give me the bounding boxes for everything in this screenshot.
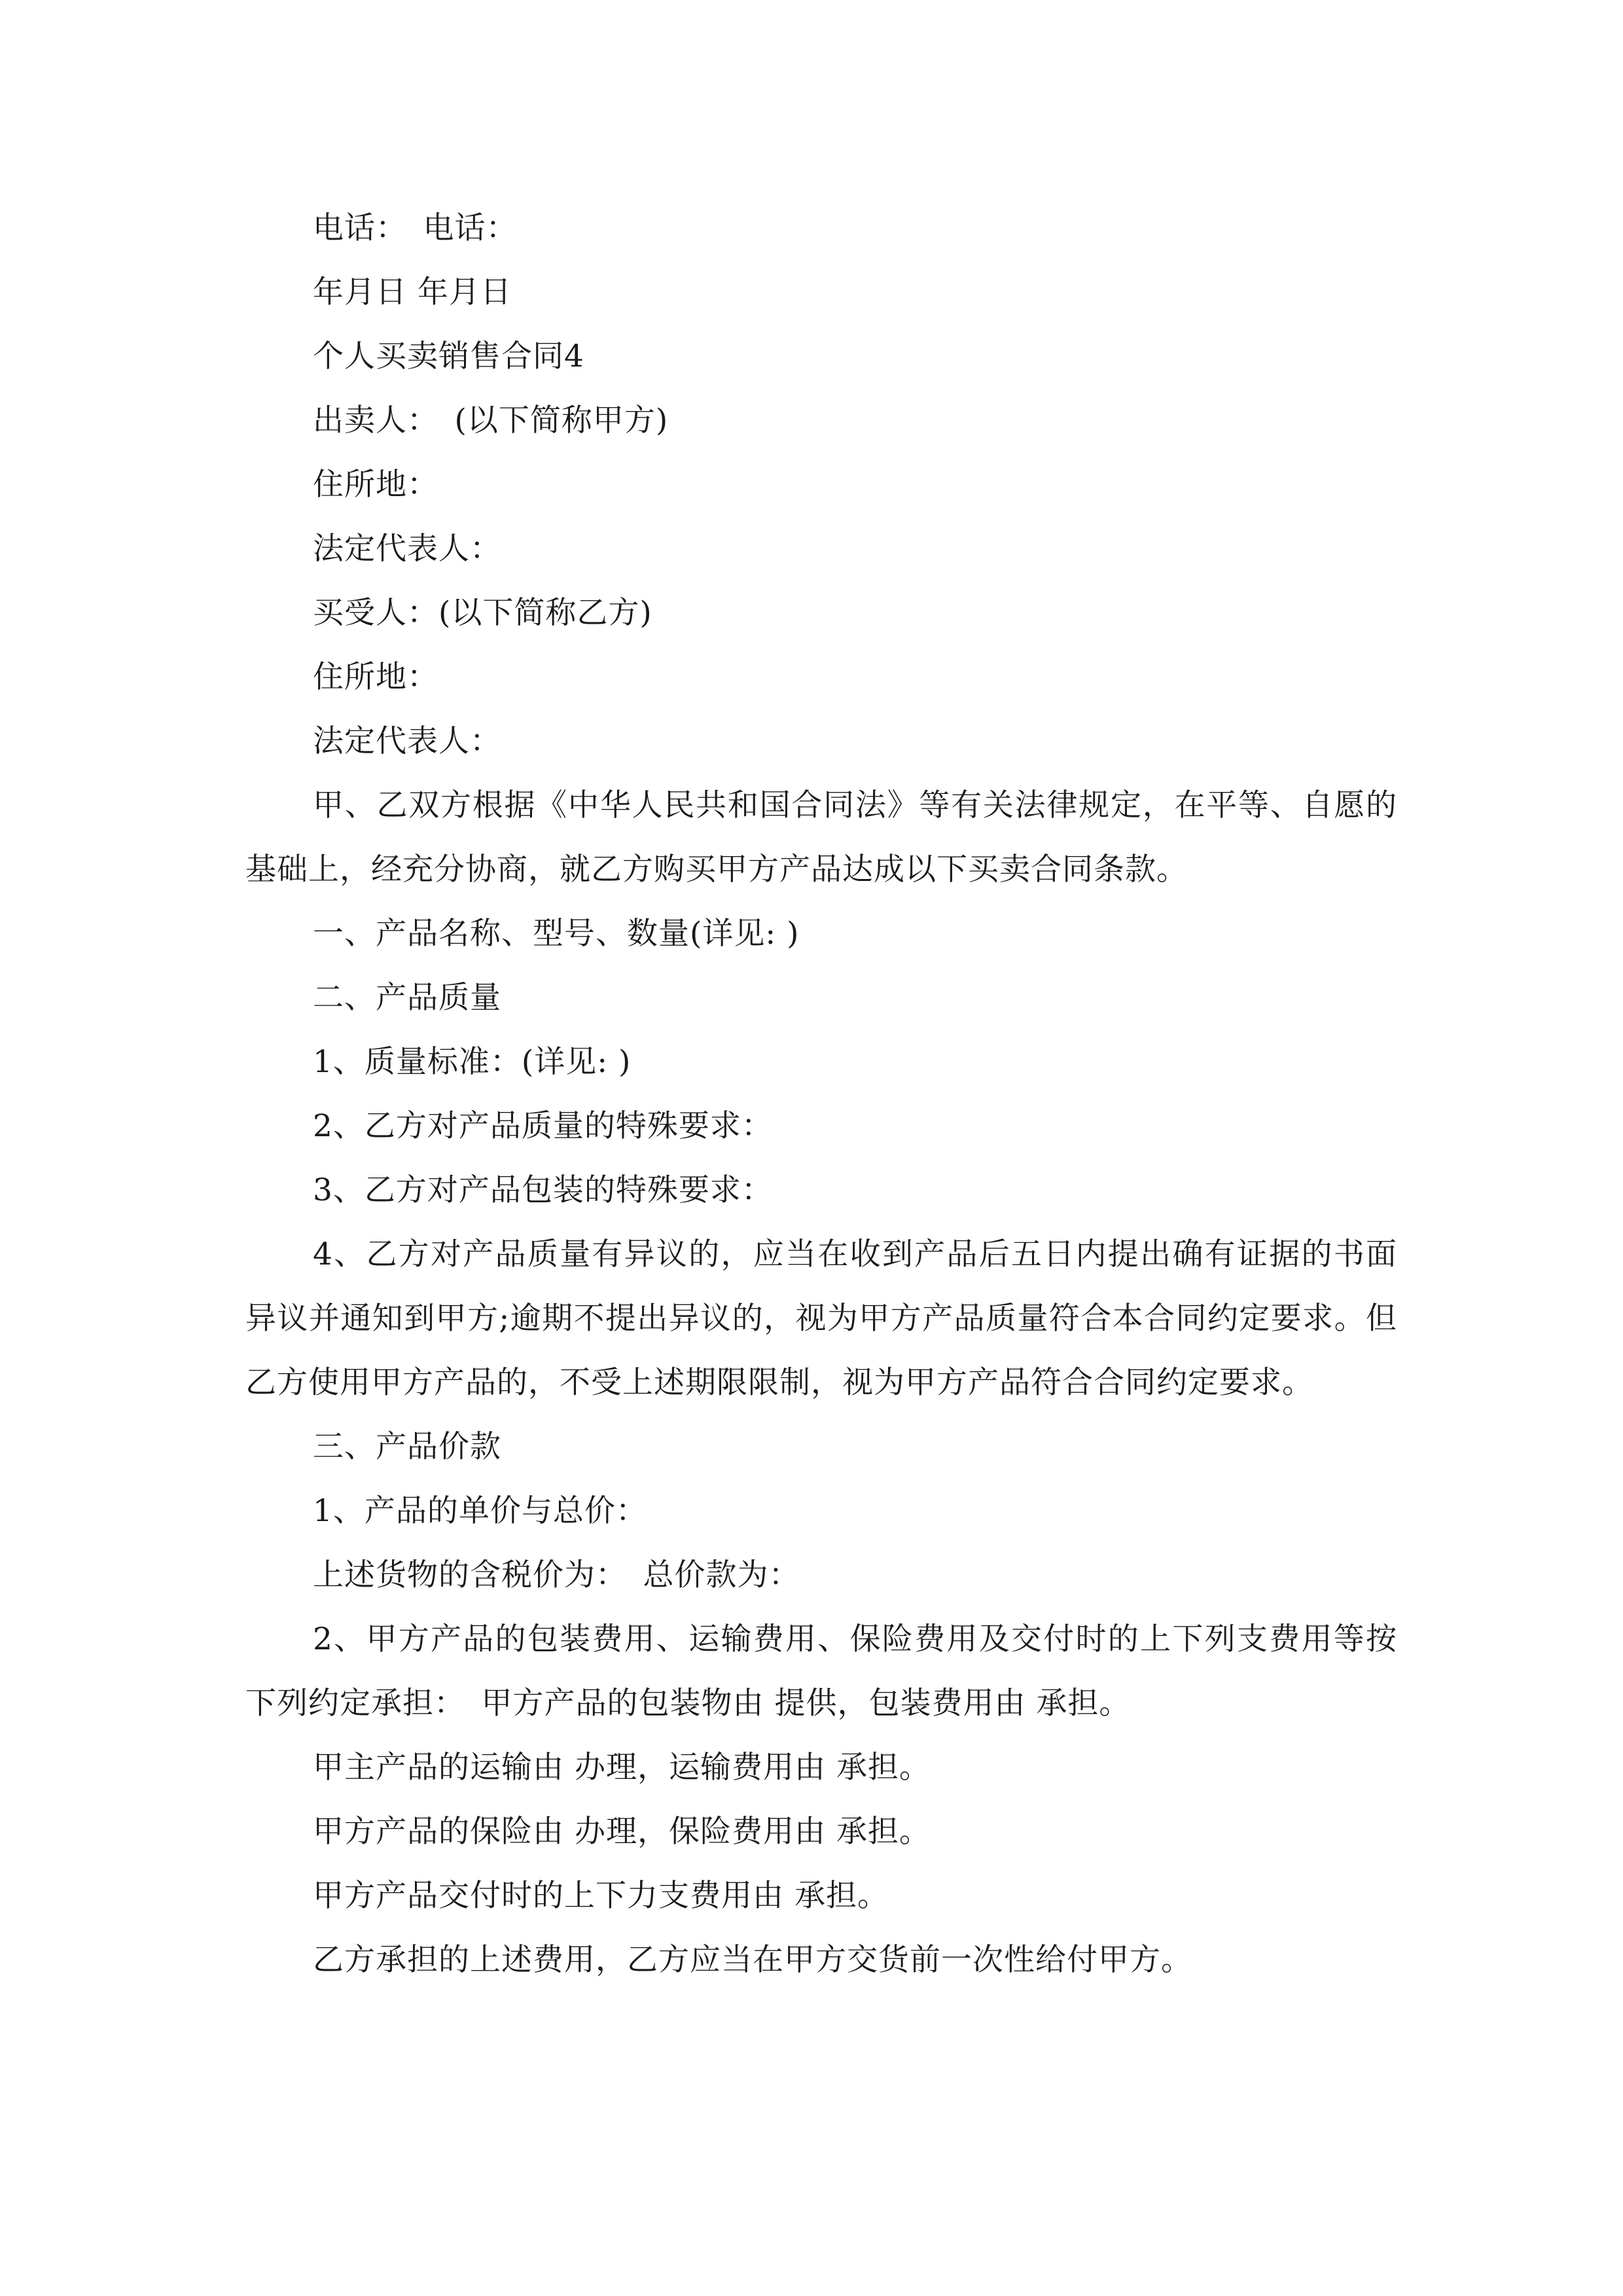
quality-requirement-line: 2、乙方对产品质量的特殊要求：	[313, 1108, 773, 1144]
unit-price-line: 1、产品的单价与总价：	[313, 1493, 647, 1529]
delivery-fee-line: 甲方产品交付时的上下力支费用由 承担。	[313, 1878, 889, 1914]
seller-line: 出卖人： (以下简称甲方)	[313, 403, 669, 439]
quality-standard-line: 1、质量标准：(详见: )	[313, 1044, 632, 1080]
phone-line: 电话： 电话：	[313, 210, 518, 246]
seller-address-line: 住所地：	[313, 467, 438, 503]
section-1-heading: 一、产品名称、型号、数量(详见: )	[313, 916, 800, 952]
buyer-line: 买受人：(以下简称乙方)	[313, 595, 652, 631]
fees-paragraph: 2、甲方产品的包装费用、运输费用、保险费用及交付时的上下列支费用等按下列约定承担： 甲方产品的包装物由 提供，包装费用由 承担。	[245, 1621, 1397, 1721]
document-body	[245, 196, 1397, 1992]
date-line: 年月日 年月日	[313, 274, 512, 310]
packaging-requirement-line: 3、乙方对产品包装的特殊要求：	[313, 1172, 773, 1208]
insurance-line: 甲方产品的保险由 办理，保险费用由 承担。	[313, 1814, 931, 1850]
buyer-representative-line: 法定代表人：	[313, 723, 501, 759]
section-2-heading: 二、产品质量	[313, 980, 501, 1016]
contract-title: 个人买卖销售合同4	[313, 338, 584, 374]
buyer-payment-line: 乙方承担的上述费用，乙方应当在甲方交货前一次性给付甲方。	[313, 1942, 1192, 1978]
buyer-address-line: 住所地：	[313, 659, 438, 695]
seller-representative-line: 法定代表人：	[313, 531, 501, 567]
section-3-heading: 三、产品价款	[313, 1429, 501, 1465]
transport-line: 甲主产品的运输由 办理，运输费用由 承担。	[313, 1749, 931, 1785]
quality-objection-paragraph: 4、乙方对产品质量有异议的，应当在收到产品后五日内提出确有证据的书面异议并通知到甲方;逾期不提出异议的，视为甲方产品质量符合本合同约定要求。但乙方使用甲方产品的，不受上述期限限制，视为甲方产品符合合同约定要求。	[245, 1236, 1397, 1401]
tax-price-line: 上述货物的含税价为： 总价款为：	[313, 1557, 800, 1593]
intro-paragraph: 甲、乙双方根据《中华人民共和国合同法》等有关法律规定，在平等、自愿的基础上，经充分协商，就乙方购买甲方产品达成以下买卖合同条款。	[245, 787, 1397, 888]
